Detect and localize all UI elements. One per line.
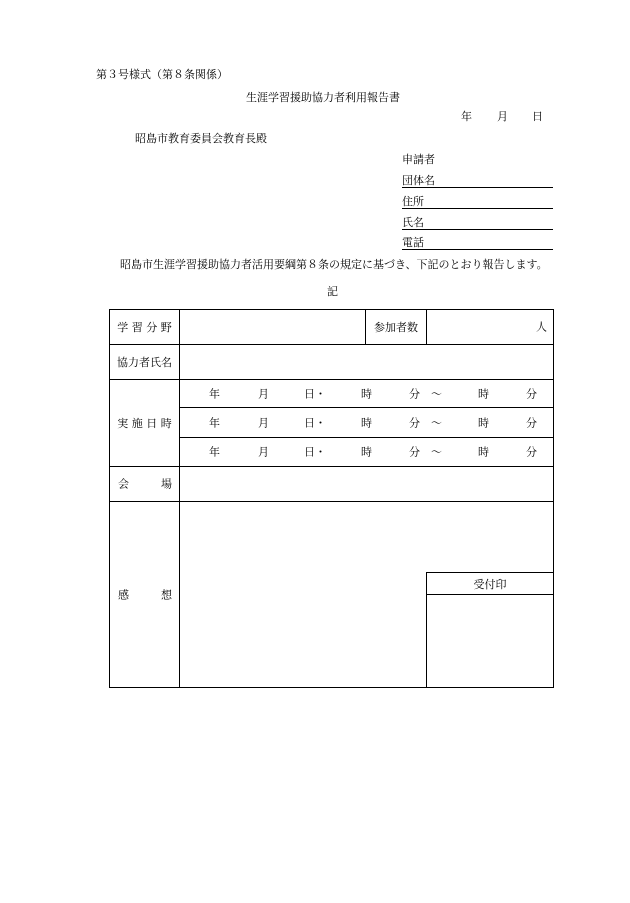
dt1-minute-end: 分	[526, 387, 537, 400]
applicant-org-field[interactable]	[402, 175, 553, 188]
applicant-name-field[interactable]	[402, 217, 553, 230]
dt1-tilde: ～	[431, 387, 442, 400]
dt3-month: 月	[258, 445, 269, 459]
date-day-label: 日	[532, 110, 543, 123]
date-month-label: 月	[497, 110, 508, 123]
dt3-day: 日・	[304, 445, 326, 459]
impression-label-char-2: 想	[161, 588, 172, 601]
dt2-month: 月	[258, 416, 269, 429]
impression-label-char-1: 感	[118, 588, 129, 601]
addressee: 昭島市教育委員会教育長殿	[135, 132, 267, 145]
impression-input[interactable]	[180, 502, 554, 688]
dt2-minute-start: 分	[409, 416, 420, 429]
body-text: 昭島市生涯学習援助協力者活用要綱第８条の規定に基づき、下記のとおり報告します。	[120, 258, 548, 271]
participants-label: 参加者数	[366, 310, 427, 345]
applicant-name-label: 氏名	[402, 216, 424, 229]
dt2-hour-end: 時	[478, 416, 489, 429]
dt2-day: 日・	[304, 416, 326, 429]
helper-name-input[interactable]	[180, 345, 554, 380]
report-table	[109, 309, 554, 688]
dt1-hour-end: 時	[478, 387, 489, 400]
dt1-month: 月	[258, 387, 269, 400]
applicant-phone-label: 電話	[402, 236, 424, 249]
dt3-minute-end: 分	[526, 445, 537, 459]
dt2-minute-end: 分	[526, 416, 537, 429]
reception-stamp-header	[427, 573, 553, 595]
dt2-tilde: ～	[431, 416, 442, 429]
datetime-label: 実 施 日 時	[110, 380, 180, 467]
reception-stamp-label: 受付印	[473, 577, 507, 591]
applicant-address-field[interactable]	[402, 196, 553, 209]
helper-name-label: 協力者氏名	[110, 345, 180, 380]
applicant-address-label: 住所	[402, 195, 424, 208]
date-year-label: 年	[461, 110, 472, 123]
dt3-hour-start: 時	[361, 445, 372, 459]
venue-label	[110, 467, 180, 502]
participants-input[interactable]	[427, 310, 554, 345]
dt2-year: 年	[209, 416, 220, 429]
dt1-day: 日・	[304, 387, 326, 400]
datetime-row-2[interactable]	[180, 408, 554, 438]
venue-input[interactable]	[180, 467, 554, 502]
dt1-minute-start: 分	[409, 387, 420, 400]
study-field-label: 学 習 分 野	[110, 310, 180, 345]
dt2-hour-start: 時	[361, 416, 372, 429]
venue-label-char-1: 会	[118, 477, 129, 491]
page-title: 生涯学習援助協力者利用報告書	[246, 91, 400, 104]
venue-label-char-2: 場	[161, 477, 172, 491]
impression-label	[110, 502, 180, 688]
dt3-tilde: ～	[431, 445, 442, 459]
study-field-input[interactable]	[180, 310, 366, 345]
dt3-year: 年	[209, 445, 220, 459]
datetime-row-1[interactable]	[180, 380, 554, 408]
dt3-hour-end: 時	[478, 445, 489, 459]
applicant-phone-field[interactable]	[402, 237, 553, 250]
applicant-org-label: 団体名	[402, 174, 435, 187]
record-label: 記	[327, 285, 338, 298]
datetime-row-3[interactable]	[180, 438, 554, 467]
participants-unit: 人	[536, 320, 547, 334]
dt1-year: 年	[209, 387, 220, 400]
dt3-minute-start: 分	[409, 445, 420, 459]
form-number: 第３号様式（第８条関係）	[96, 68, 228, 81]
applicant-heading: 申請者	[402, 153, 435, 166]
reception-stamp-box	[426, 572, 553, 687]
dt1-hour-start: 時	[361, 387, 372, 400]
